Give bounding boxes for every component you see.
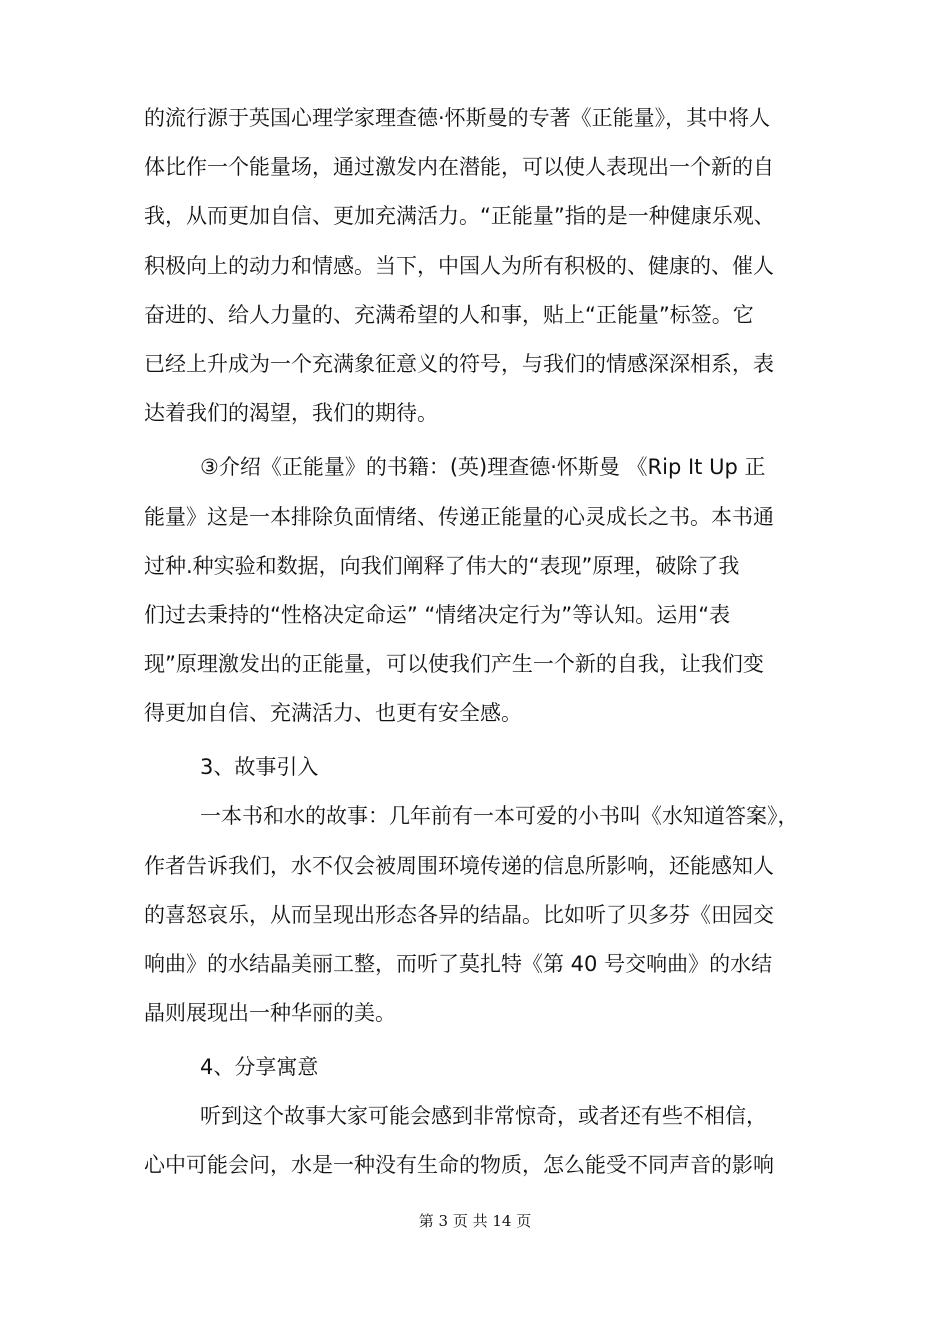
- text-line: 达着我们的渴望，我们的期待。: [144, 401, 438, 425]
- text-line: 响曲》的水结晶美丽工整，而听了莫扎特《第 40 号交响曲》的水结: [144, 952, 773, 976]
- text-line: 现”原理激发出的正能量，可以使我们产生一个新的自我，让我们变: [144, 652, 764, 676]
- text-line: 一本书和水的故事：几年前有一本可爱的小书叫《水知道答案》，: [200, 804, 799, 828]
- text-line: 们过去秉持的“性格决定命运” “情绪决定行为”等认知。运用“表: [144, 603, 731, 627]
- text-line: ③介绍《正能量》的书籍：(英)理查德·怀斯曼 《Rip It Up 正: [200, 455, 766, 479]
- text-line: 的喜怒哀乐，从而呈现出形态各异的结晶。比如听了贝多芬《田园交: [144, 903, 774, 927]
- text-line: 心中可能会问，水是一种没有生命的物质，怎么能受不同声音的影响: [144, 1153, 774, 1177]
- text-line: 过种.种实验和数据，向我们阐释了伟大的“表现”原理，破除了我: [144, 554, 740, 578]
- section-heading: 4、分享寓意: [200, 1055, 319, 1079]
- text-line: 作者告诉我们，水不仅会被周围环境传递的信息所影响，还能感知人: [144, 854, 774, 878]
- text-line: 积极向上的动力和情感。当下，中国人为所有积极的、健康的、催人: [144, 254, 774, 278]
- text-line: 得更加自信、充满活力、也更有安全感。: [144, 701, 522, 725]
- text-line: 奋进的、给人力量的、充满希望的人和事，贴上“正能量”标签。它: [144, 303, 754, 327]
- text-line: 体比作一个能量场，通过激发内在潜能，可以使人表现出一个新的自: [144, 155, 774, 179]
- text-line: 听到这个故事大家可能会感到非常惊奇，或者还有些不相信，: [200, 1104, 767, 1128]
- text-line: 我，从而更加自信、更加充满活力。“正能量”指的是一种健康乐观、: [144, 204, 775, 228]
- text-line: 晶则展现出一种华丽的美。: [144, 1001, 396, 1025]
- text-line: 已经上升成为一个充满象征意义的符号，与我们的情感深深相系，表: [144, 352, 774, 376]
- text-line: 能量》这是一本排除负面情绪、传递正能量的心灵成长之书。本书通: [144, 505, 774, 529]
- section-heading: 3、故事引入: [200, 755, 319, 779]
- text-line: 的流行源于英国心理学家理查德·怀斯曼的专著《正能量》，其中将人: [144, 106, 771, 130]
- page-number-footer: 第 3 页 共 14 页: [418, 1212, 532, 1230]
